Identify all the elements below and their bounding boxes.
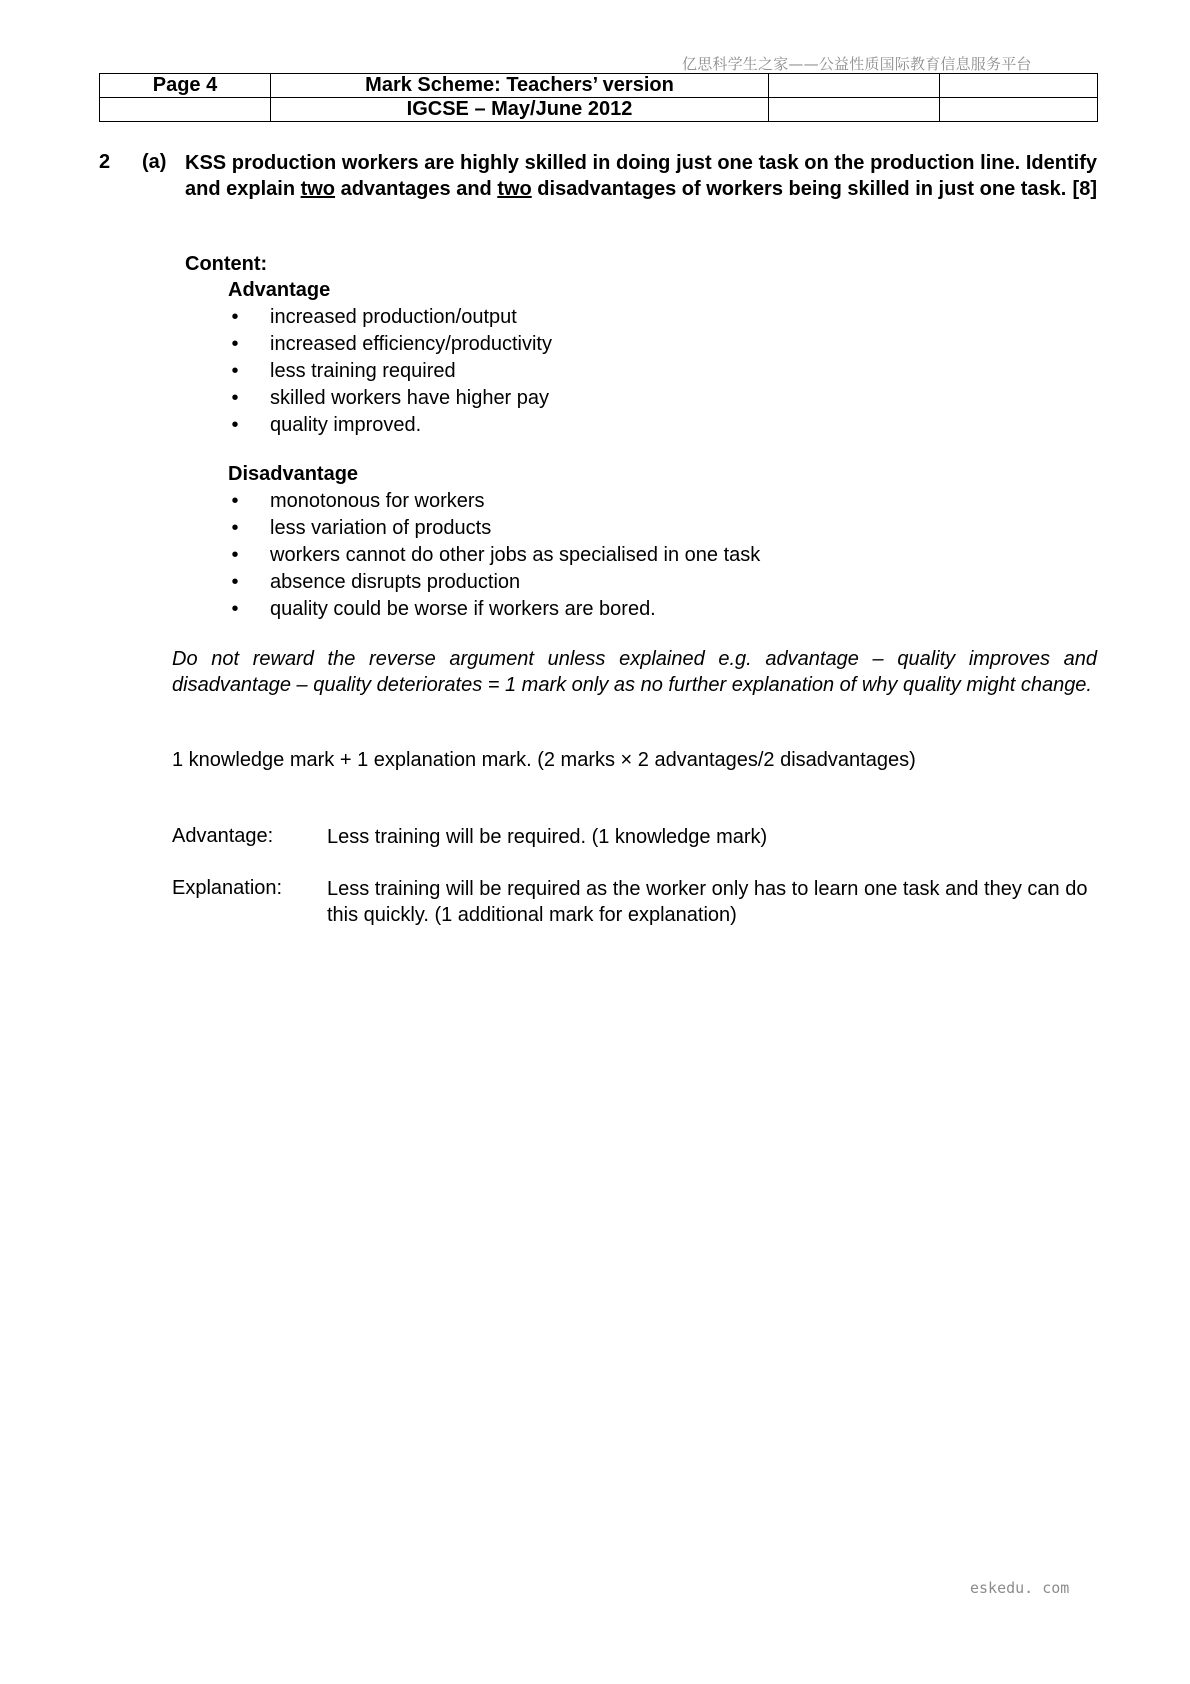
advantage-item-text: skilled workers have higher pay: [270, 387, 550, 409]
bullet-icon: •: [231, 571, 239, 593]
disadvantage-item: [228, 515, 760, 542]
bullet-icon: •: [231, 306, 239, 328]
advantage-heading: Advantage: [228, 279, 331, 301]
question-marks: [8]: [1072, 177, 1097, 200]
example-advantage-label: Advantage:: [172, 825, 274, 847]
disadvantage-heading: Disadvantage: [228, 463, 359, 485]
question-emphasis: two: [497, 177, 532, 200]
bullet-icon: •: [231, 490, 239, 512]
content-label: Content:: [185, 253, 268, 275]
bullet-icon: •: [231, 333, 239, 355]
example-advantage-text: Less training will be required. (1 knowledge mark): [327, 826, 768, 848]
question-text-part: advantages and: [335, 177, 498, 200]
page-title: Mark Scheme: Teachers’ version: [271, 74, 769, 98]
header-table: [99, 73, 1098, 122]
advantage-item: [228, 385, 552, 412]
question-text: [185, 151, 1097, 202]
header-empty-cell: [769, 74, 940, 98]
question-emphasis: two: [300, 177, 336, 200]
header-empty-cell: [769, 98, 940, 122]
disadvantage-list: [228, 488, 760, 623]
question-text-part: disadvantages of workers being skilled in just one task.: [531, 177, 1067, 200]
question-text-part: KSS production workers are highly skilled in doing just one task on the production line. Identify and explain: [185, 152, 1097, 200]
example-explanation-label: Explanation:: [172, 877, 283, 899]
page-subtitle: IGCSE – May/June 2012: [271, 98, 769, 122]
knowledge-mark-note: 1 knowledge mark + 1 explanation mark. (2 marks × 2 advantages/2 disadvantages): [172, 749, 916, 771]
advantage-item-text: increased production/output: [270, 306, 517, 328]
header-empty-cell: [100, 98, 271, 122]
disadvantage-item: [228, 596, 760, 623]
advantage-item-text: quality improved.: [270, 414, 422, 436]
header-empty-cell: [940, 74, 1098, 98]
advantage-item: [228, 412, 552, 439]
bullet-icon: •: [231, 387, 239, 409]
watermark-bottom: eskedu. com: [970, 1579, 1070, 1597]
disadvantage-item-text: quality could be worse if workers are bored.: [270, 598, 656, 620]
advantage-item-text: increased efficiency/productivity: [270, 333, 552, 355]
bullet-icon: •: [231, 598, 239, 620]
question-part: (a): [142, 151, 167, 173]
disadvantage-item-text: monotonous for workers: [270, 490, 485, 512]
watermark-top: 亿思科学生之家——公益性质国际教育信息服务平台: [682, 55, 1032, 73]
disadvantage-item-text: less variation of products: [270, 517, 492, 539]
disadvantage-item-text: workers cannot do other jobs as specialised in one task: [270, 544, 761, 566]
question-number: 2: [99, 151, 111, 173]
header-empty-cell: [940, 98, 1098, 122]
disadvantage-item: [228, 542, 760, 569]
bullet-icon: •: [231, 544, 239, 566]
example-explanation-text: Less training will be required as the worker only has to learn one task and they can do this quickly. (1 additional mark for explanation): [327, 878, 1088, 926]
advantage-list: [228, 304, 552, 439]
marking-note: Do not reward the reverse argument unless explained e.g. advantage – quality improves and disadvantage – quality deteriorates = 1 mark only as no further explanation of why quality might change.: [172, 648, 1097, 696]
bullet-icon: •: [231, 517, 239, 539]
bullet-icon: •: [231, 414, 239, 436]
advantage-item: [228, 304, 552, 331]
disadvantage-item: [228, 488, 760, 515]
disadvantage-item-text: absence disrupts production: [270, 571, 521, 593]
advantage-item-text: less training required: [270, 360, 456, 382]
advantage-item: [228, 331, 552, 358]
disadvantage-item: [228, 569, 760, 596]
page-number: Page 4: [100, 74, 271, 98]
bullet-icon: •: [231, 360, 239, 382]
advantage-item: [228, 358, 552, 385]
